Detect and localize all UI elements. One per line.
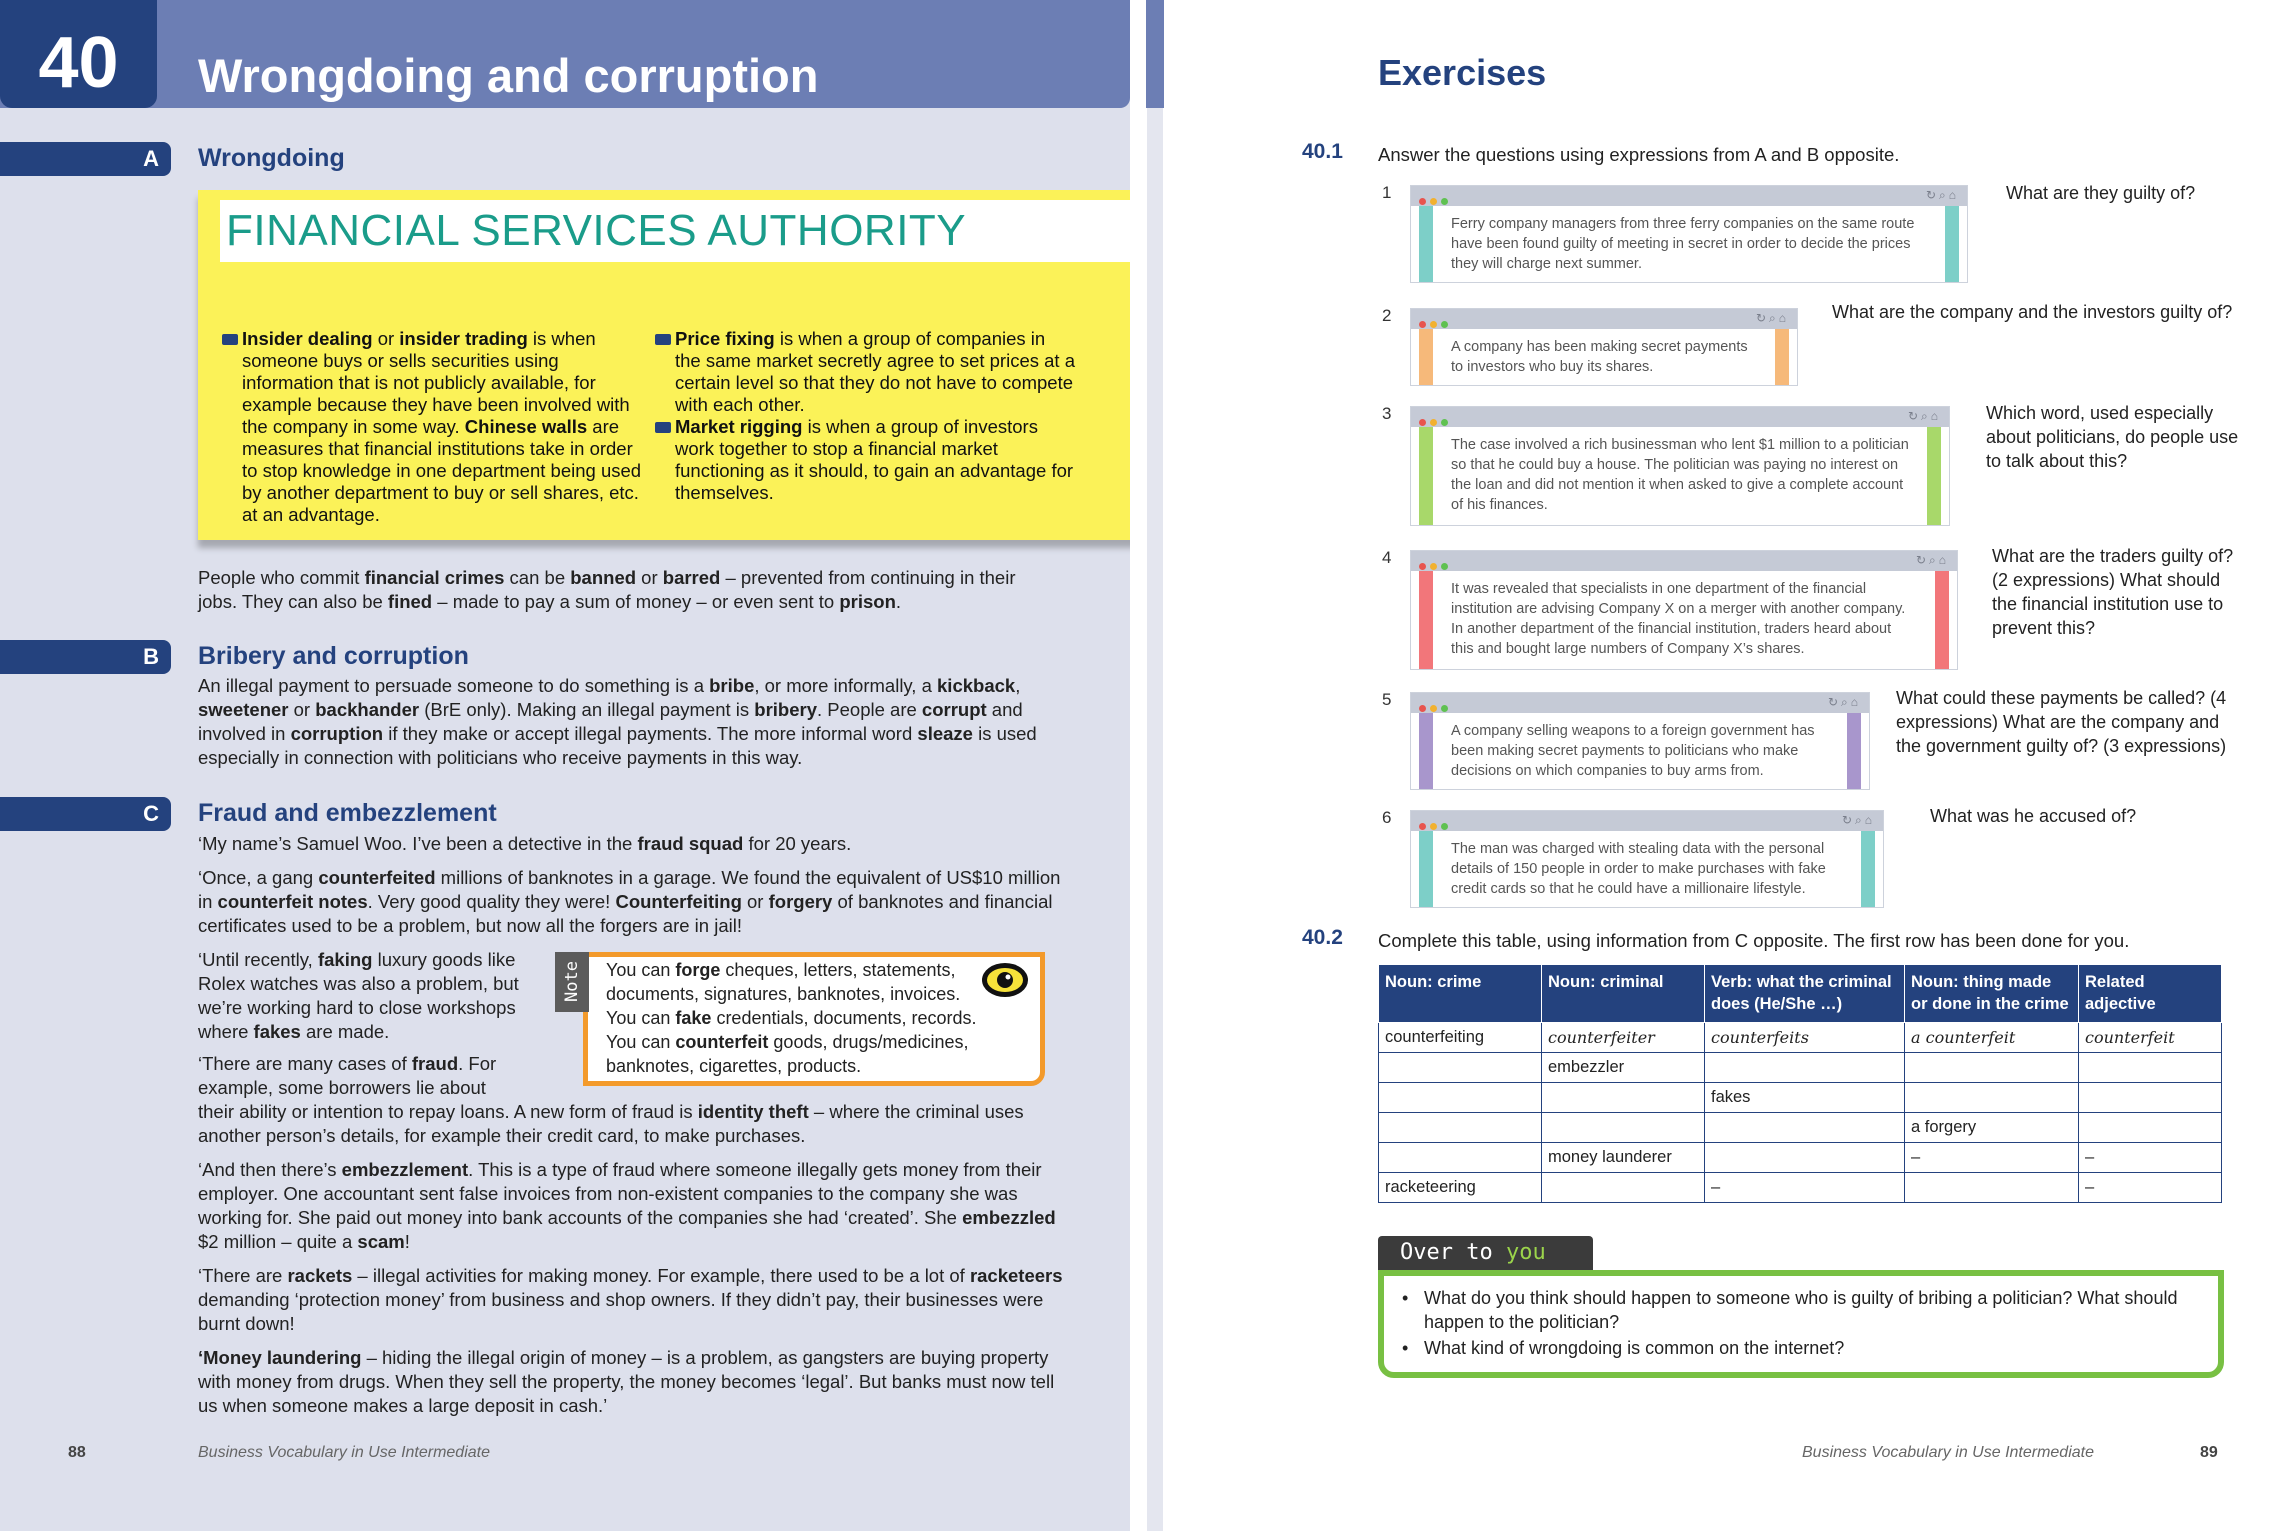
over-to-you-item: • What kind of wrongdoing is common on the internet? — [1402, 1336, 2192, 1360]
browser-toolbar — [1411, 309, 1797, 329]
browser-window — [1410, 308, 1798, 386]
table-cell: embezzler — [1542, 1053, 1705, 1083]
question-text: What are they guilty of? — [2006, 183, 2196, 203]
unit-title: Wrongdoing and corruption — [198, 49, 819, 102]
table-cell: – — [1705, 1173, 1905, 1203]
unit-number: 40 — [38, 23, 119, 103]
table-row — [1379, 1023, 2222, 1053]
table-cell: fakes — [1705, 1083, 1905, 1113]
table-cell: counterfeits — [1705, 1023, 1905, 1053]
exercise-40-2-instruction: Complete this table, using information from C opposite. The first row has been done for you. — [1378, 930, 2130, 951]
table-cell — [1379, 1083, 1542, 1113]
page-number-left: 88 — [68, 1444, 86, 1461]
section-tab-c: C — [0, 797, 171, 831]
table-cell — [2079, 1053, 2222, 1083]
question-number: 4 — [1382, 548, 1392, 567]
table-cell — [1379, 1113, 1542, 1143]
table-header: Noun: thing made or done in the crime — [1905, 965, 2079, 1023]
browser-icons: ↻⌕⌂ — [1841, 813, 1875, 827]
browser-icons: ↻⌕⌂ — [1907, 409, 1941, 423]
section-a-title: Wrongdoing — [198, 144, 345, 172]
section-c-paragraph-7: ‘Money laundering – hiding the illegal origin of money – is a problem, as gangsters are buying property with money from drugs. When they sell the property, the money becomes ‘legal’. But banks must now tell us when someone makes a large deposit in cash.’ — [198, 1347, 1055, 1416]
table-header: Noun: crime — [1379, 965, 1542, 1023]
question-text: What are the company and the investors guilty of? — [1832, 302, 2233, 322]
browser-text: Ferry company managers from three ferry companies on the same route have been found guilty of meeting in secret in order to decide the prices they will charge next summer. — [1419, 206, 1959, 282]
bullet-icon — [222, 334, 238, 345]
table-row — [1379, 1083, 2222, 1113]
section-a-paragraph: People who commit financial crimes can be banned or barred – prevented from continuing in their jobs. They can also be fined – made to pay a sum of money – or even sent to prison. — [198, 567, 1016, 612]
note-label: Note — [555, 952, 589, 1012]
browser-window — [1410, 185, 1968, 283]
table-cell — [2079, 1113, 2222, 1143]
table-row — [1379, 1113, 2222, 1143]
table-cell — [1542, 1083, 1705, 1113]
exercise-40-2-number: 40.2 — [1302, 926, 1343, 949]
question-number: 2 — [1382, 306, 1392, 325]
table-cell — [1705, 1113, 1905, 1143]
browser-toolbar — [1411, 186, 1967, 206]
question-text: What was he accused of? — [1930, 806, 2137, 826]
section-c-paragraph-5: ‘And then there’s embezzlement. This is a type of fraud where someone illegally gets money from their employer. One accountant sent false invoices from non-existent companies to the company she was working for. She paid out money into bank accounts of the companies she had ‘created’. She embezzled $2 million – quite a scam! — [198, 1159, 1056, 1252]
table-cell: – — [2079, 1173, 2222, 1203]
fsa-column-1: Insider dealing or insider trading is when someone buys or sells securities using information that is not publicly available, for example because they have been involved with the company in some way. Chinese walls are measures that financial institutions take in order to stop knowledge in one department being used by another department to buy or sell shares, etc. at an advantage. — [222, 328, 652, 526]
table-cell: – — [2079, 1143, 2222, 1173]
table-cell: racketeering — [1379, 1173, 1542, 1203]
crime-table — [1378, 964, 2222, 1203]
unit-number-box — [0, 0, 157, 108]
book-title-right: Business Vocabulary in Use Intermediate — [1802, 1444, 2094, 1461]
book-title-left: Business Vocabulary in Use Intermediate — [198, 1444, 490, 1461]
table-cell — [1905, 1083, 2079, 1113]
page-number-right: 89 — [2200, 1444, 2218, 1461]
table-cell — [1905, 1173, 2079, 1203]
browser-text: The man was charged with stealing data with the personal details of 150 people in order to make purchases with fake credit cards so that he could have a millionaire lifestyle. — [1419, 831, 1875, 907]
section-c-paragraph-1: ‘My name’s Samuel Woo. I’ve been a detective in the fraud squad for 20 years. — [198, 833, 852, 854]
table-row — [1379, 1053, 2222, 1083]
note-text: You can forge cheques, letters, statements, documents, signatures, banknotes, invoices. You can fake credentials, documents, records. You can counterfeit goods, drugs/medicines, banknotes, cigarettes, products. — [606, 960, 977, 1076]
table-cell: – — [1905, 1143, 2079, 1173]
table-cell — [1542, 1173, 1705, 1203]
section-c-title: Fraud and embezzlement — [198, 799, 497, 827]
over-to-you-label: Over to you — [1378, 1236, 1593, 1270]
browser-toolbar — [1411, 551, 1957, 571]
browser-text: It was revealed that specialists in one department of the financial institution are advising Company X on a merger with another company. In another department of the financial institution, traders heard about this and bought large numbers of Company X’s shares. — [1419, 571, 1949, 669]
question-number: 6 — [1382, 808, 1392, 827]
eye-icon — [980, 960, 1030, 1000]
table-header: Noun: criminal — [1542, 965, 1705, 1023]
bullet-icon — [655, 422, 671, 433]
browser-window — [1410, 692, 1870, 790]
table-cell: a forgery — [1905, 1113, 2079, 1143]
question-text: Which word, used especially about politicians, do people use to talk about this? — [1986, 403, 2239, 471]
table-cell: counterfeiting — [1379, 1023, 1542, 1053]
section-tab-a: A — [0, 142, 171, 176]
bullet-icon — [655, 334, 671, 345]
section-c-paragraph-3: ‘Until recently, faking luxury goods like Rolex watches was also a problem, but we’re working hard to close workshops where fakes are made. — [198, 949, 519, 1042]
browser-toolbar — [1411, 407, 1949, 427]
browser-window — [1410, 550, 1958, 670]
table-cell — [1905, 1053, 2079, 1083]
over-to-you-item: • What do you think should happen to someone who is guilty of bribing a politician? What should happen to the politician? — [1402, 1286, 2192, 1334]
exercises-title: Exercises — [1378, 52, 1547, 93]
table-cell — [1379, 1143, 1542, 1173]
table-row — [1379, 1173, 2222, 1203]
table-cell — [1705, 1143, 1905, 1173]
question-text: What are the traders guilty of? (2 expressions) What should the financial institution use to prevent this? — [1992, 546, 2234, 638]
browser-icons: ↻⌕⌂ — [1925, 188, 1959, 202]
question-number: 1 — [1382, 183, 1392, 202]
section-c-paragraph-6: ‘There are rackets – illegal activities for making money. For example, there used to be a lot of racketeers demanding ‘protection money’ from business and shop owners. If they didn’t pay, their businesses were burnt down! — [198, 1265, 1063, 1334]
table-cell — [1542, 1113, 1705, 1143]
table-cell: a counterfeit — [1905, 1023, 2079, 1053]
over-to-you-list — [1402, 1286, 2192, 1360]
section-tab-b: B — [0, 640, 171, 674]
fsa-title: FINANCIAL SERVICES AUTHORITY — [220, 200, 1130, 262]
section-c-paragraph-4b: their ability or intention to repay loans. A new form of fraud is identity theft – where the criminal uses another person’s details, for example their credit card, to make purchases. — [198, 1101, 1024, 1146]
section-b-title: Bribery and corruption — [198, 642, 469, 670]
browser-icons: ↻⌕⌂ — [1827, 695, 1861, 709]
question-number: 5 — [1382, 690, 1392, 709]
table-cell: counterfeit — [2079, 1023, 2222, 1053]
section-c-paragraph-2: ‘Once, a gang counterfeited millions of banknotes in a garage. We found the equivalent of US$10 million in counterfeit notes. Very good quality they were! Counterfeiting or forgery of banknotes and financial certificates used to be a problem, but now all the forgers are in jail! — [198, 867, 1061, 936]
table-cell: counterfeiter — [1542, 1023, 1705, 1053]
browser-text: A company selling weapons to a foreign government has been making secret payments to politicians who make decisions on which companies to buy arms from. — [1419, 713, 1861, 789]
section-c-paragraph-4a: ‘There are many cases of fraud. For example, some borrowers lie about — [198, 1053, 497, 1098]
table-cell: money launderer — [1542, 1143, 1705, 1173]
table-row — [1379, 1143, 2222, 1173]
browser-window — [1410, 810, 1884, 908]
table-cell — [2079, 1083, 2222, 1113]
table-cell — [1379, 1053, 1542, 1083]
exercise-40-1-number: 40.1 — [1302, 140, 1343, 163]
question-text: What could these payments be called? (4 expressions) What are the company and the government guilty of? (3 expressions) — [1896, 688, 2227, 756]
question-number: 3 — [1382, 404, 1392, 423]
browser-toolbar — [1411, 693, 1869, 713]
browser-text: A company has been making secret payments to investors who buy its shares. — [1419, 329, 1789, 385]
section-b-paragraph: An illegal payment to persuade someone to do something is a bribe, or more informally, a kickback, sweetener or backhander (BrE only). Making an illegal payment is bribery. People are corrupt and involved in corruption if they make or accept illegal payments. The more informal word sleaze is used especially in connection with politicians who receive payments in this way. — [198, 675, 1037, 768]
browser-text: The case involved a rich businessman who lent $1 million to a politician so that he could buy a house. The politician was paying no interest on the loan and did not mention it when asked to give a complete account of his finances. — [1419, 427, 1941, 525]
table-header: Related adjective — [2079, 965, 2222, 1023]
table-cell — [1705, 1053, 1905, 1083]
browser-window — [1410, 406, 1950, 526]
fsa-column-2: Price fixing is when a group of companies in the same market secretly agree to set prices at a certain level so that they do not have to compete with each other. Market rigging is when a group of investors work together to stop a financial market functioning as it should, to gain an advantage for themselves. — [655, 328, 1075, 504]
exercise-40-1-instruction: Answer the questions using expressions from A and B opposite. — [1378, 144, 1900, 165]
browser-icons: ↻⌕⌂ — [1755, 311, 1789, 325]
table-header: Verb: what the criminal does (He/She …) — [1705, 965, 1905, 1023]
browser-icons: ↻⌕⌂ — [1915, 553, 1949, 567]
browser-toolbar — [1411, 811, 1883, 831]
